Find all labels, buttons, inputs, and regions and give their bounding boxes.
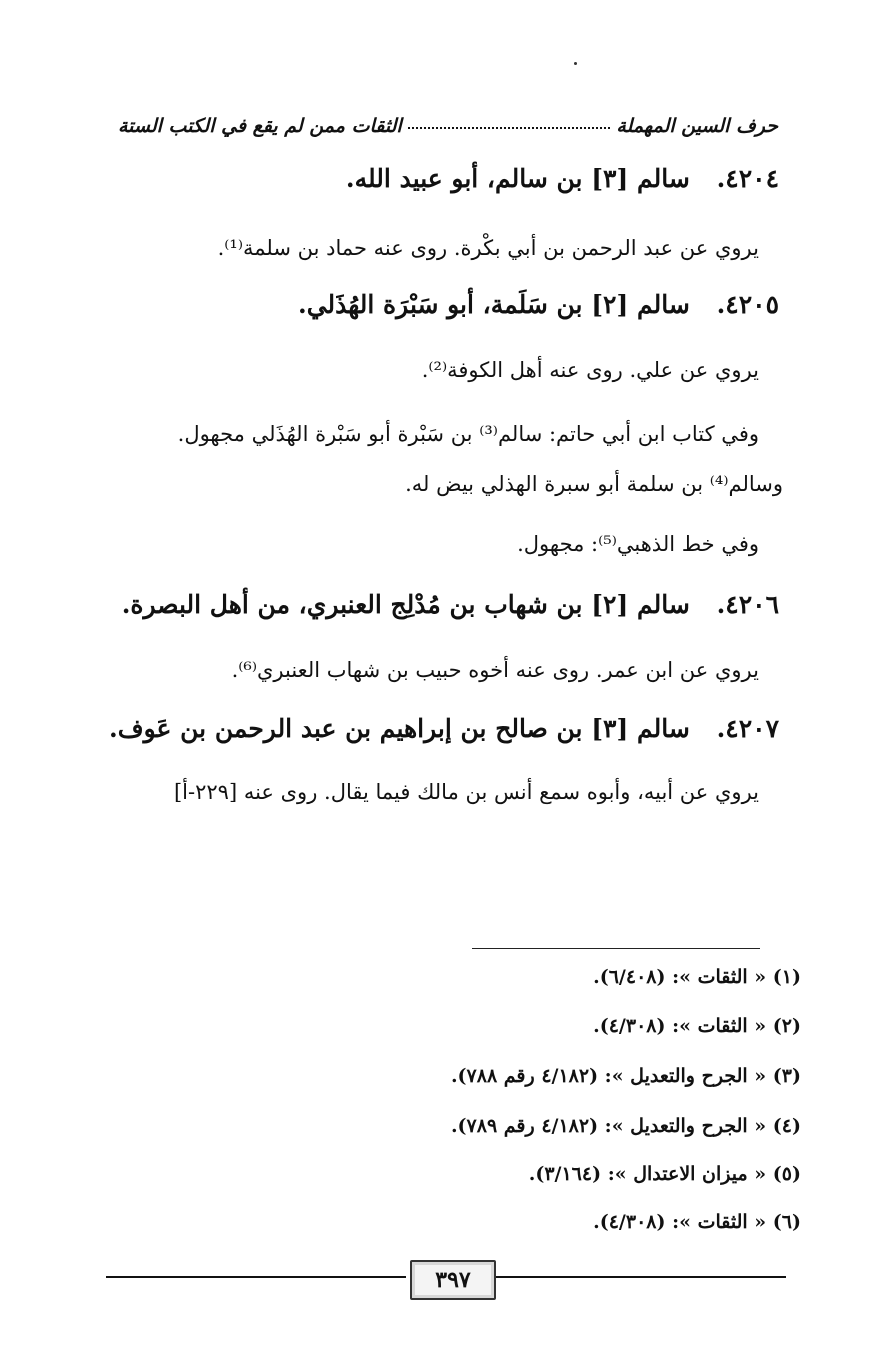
running-header <box>118 108 778 144</box>
entry-4204 <box>346 164 779 193</box>
footnote-6: (٦) « الثقات »: (٤/٣٠٨). <box>593 1211 801 1233</box>
entry-title: سالم [٢] بن سَلَمة، أبو سَبْرَة الهُذَلي. <box>297 290 690 319</box>
scan-speck <box>574 62 577 65</box>
paragraph: يروي عن أبيه، وأبوه سمع أنس بن مالك فيما يقال. روى عنه [٢٢٩-أ] <box>173 780 759 804</box>
paragraph: يروي عن علي. روى عنه أهل الكوفة⁽²⁾. <box>421 358 759 382</box>
header-chapter: حرف السين المهملة <box>616 115 778 137</box>
paragraph: وفي كتاب ابن أبي حاتم: سالم⁽³⁾ بن سَبْرة أبو سَبْرة الهُذَلي مجهول. <box>177 422 759 446</box>
header-book-title: الثقات ممن لم يقع في الكتب الستة <box>118 115 402 137</box>
entry-4206 <box>122 590 779 619</box>
header-dot-leader <box>408 117 611 129</box>
paragraph: يروي عن ابن عمر. روى عنه أخوه حبيب بن شهاب العنبري⁽⁶⁾. <box>231 658 759 682</box>
paragraph: يروي عن عبد الرحمن بن أبي بكْرة. روى عنه حماد بن سلمة⁽¹⁾. <box>217 236 759 260</box>
entry-title: سالم [٣] بن صالح بن إبراهيم بن عبد الرحمن بن عَوف. <box>108 714 690 743</box>
entry-4207 <box>109 714 779 743</box>
entry-title: سالم [٣] بن سالم، أبو عبيد الله. <box>345 164 690 193</box>
footnote-5: (٥) « ميزان الاعتدال »: (٣/١٦٤). <box>528 1163 801 1185</box>
footnote-1: (١) « الثقات »: (٦/٤٠٨). <box>593 966 801 988</box>
page-number <box>410 1260 496 1300</box>
footnote-separator <box>472 948 760 949</box>
page-number-text: ٣٩٧ <box>435 1267 471 1293</box>
paragraph: وسالم⁽⁴⁾ بن سلمة أبو سبرة الهذلي بيض له. <box>405 472 783 496</box>
entry-title: سالم [٢] بن شهاب بن مُدْلِج العنبري، من أهل البصرة. <box>121 590 690 619</box>
entry-number: ٤٢٠٥. <box>716 290 779 319</box>
footnote-4: (٤) « الجرح والتعديل »: (٤/١٨٢ رقم ٧٨٩). <box>450 1115 801 1137</box>
entry-number: ٤٢٠٦. <box>716 590 779 619</box>
entry-number: ٤٢٠٤. <box>716 164 779 193</box>
entry-4205 <box>298 290 779 319</box>
footer-rule-right <box>496 1276 786 1278</box>
footer-rule-left <box>106 1276 406 1278</box>
paragraph: وفي خط الذهبي⁽⁵⁾: مجهول. <box>517 532 759 556</box>
footnote-3: (٣) « الجرح والتعديل »: (٤/١٨٢ رقم ٧٨٨). <box>450 1065 801 1087</box>
footnote-2: (٢) « الثقات »: (٤/٣٠٨). <box>593 1015 801 1037</box>
entry-number: ٤٢٠٧. <box>716 714 779 743</box>
